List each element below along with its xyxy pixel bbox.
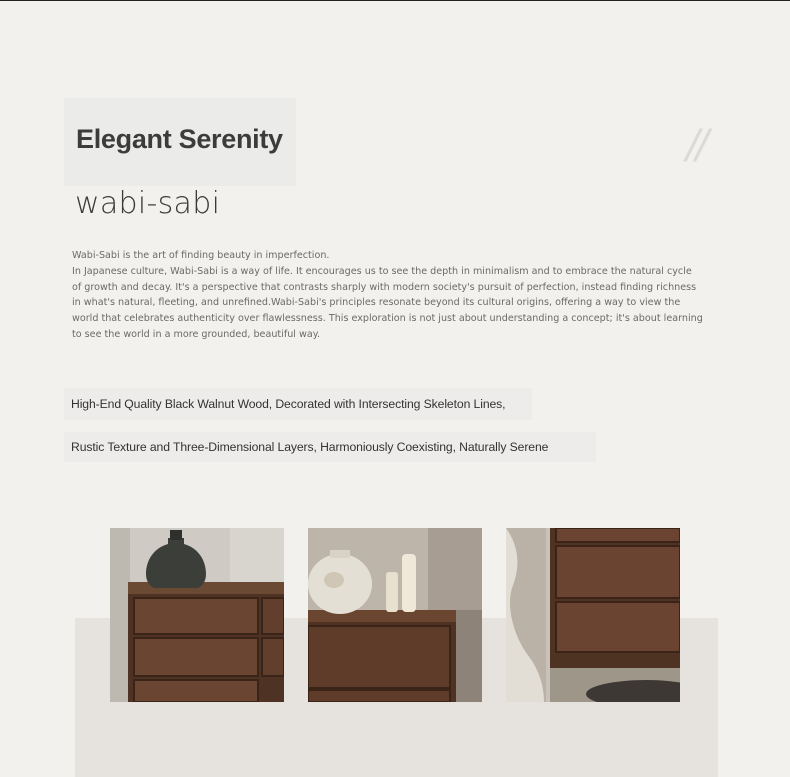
- feature-line-1: High-End Quality Black Walnut Wood, Decorated with Intersecting Skeleton Lines,: [71, 397, 506, 411]
- walnut-dresser-with-dark-vase-photo: [110, 528, 284, 702]
- walnut-drawers-closeup-photo: [506, 528, 680, 702]
- page-title: Elegant Serenity: [76, 124, 283, 154]
- intro-line: Wabi-Sabi is the art of finding beauty in imperfection.: [72, 250, 330, 261]
- quote-mark-decoration: //: [686, 122, 705, 168]
- top-border-line: [0, 0, 790, 1]
- intro-body: In Japanese culture, Wabi-Sabi is a way of life. It encourages us to see the depth in minimalism and to embrace the natural cycle of growth and decay. It's a perspective that contrasts sharply with modern society's pursuit of perfection, instead finding richness in what's natural, fleeting, and unrefined.Wabi-Sabi's principles resonate beyond its cultural origins, offering a way to view the world that celebrates authenticity over flawlessness. This exploration is not just about understanding a concept; it's about learning to see the world in a more grounded, beautiful way.: [72, 265, 703, 340]
- intro-paragraph: [72, 248, 704, 343]
- walnut-nightstand-with-ceramic-vase-photo: [308, 528, 482, 702]
- subtitle: wabi-sabi: [75, 186, 221, 221]
- feature-line-2: Rustic Texture and Three-Dimensional Layers, Harmoniously Coexisting, Naturally Serene: [71, 440, 549, 454]
